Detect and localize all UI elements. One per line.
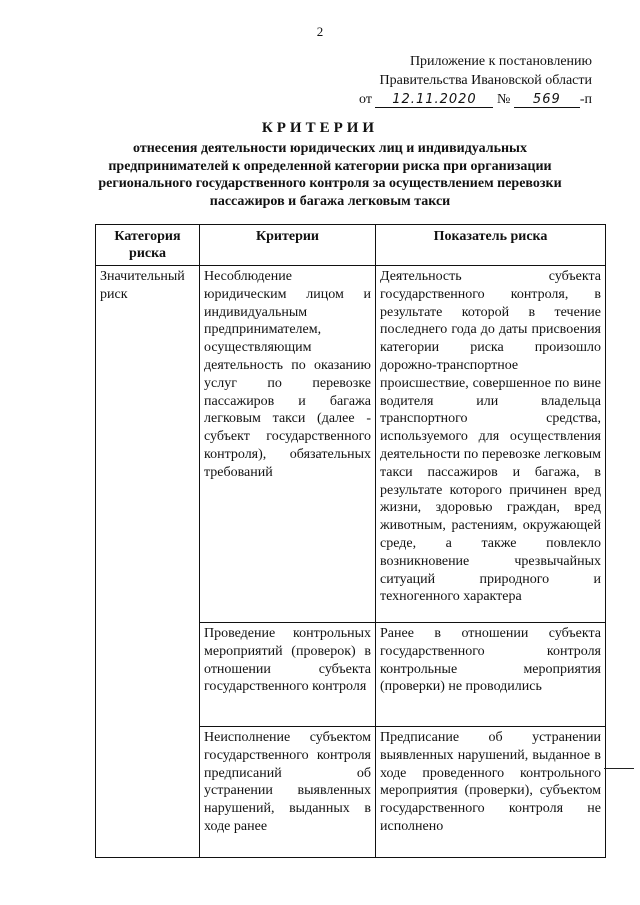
indicator-cell: Ранее в отношении субъекта государственного контроля контрольные мероприятия (проверки) не проводились (376, 623, 606, 727)
table-row (96, 266, 606, 623)
header-criteria: Критерии (200, 225, 376, 266)
criterion-cell: Проведение контрольных мероприятий (проверок) в отношении субъекта государственного контроля (200, 623, 376, 727)
handwritten-number: 569 (514, 92, 580, 108)
criterion-cell: Несоблюдение юридическим лицом и индивидуальным предпринимателем, осуществляющим деятельность по оказанию услуг по перевозке пассажиров и багажа легковым такси (далее - субъект государственного контроля), обязательных требований (200, 266, 376, 623)
category-cell: Значительный риск (96, 266, 200, 858)
criterion-cell: Неисполнение субъектом государственного контроля предписаний об устранении выявленных нарушений, выданных в ходе ранее (200, 727, 376, 858)
annex-block (352, 52, 592, 109)
handwritten-date: 12.11.2020 (375, 92, 493, 108)
header-category: Категория риска (96, 225, 200, 266)
document-title: КРИТЕРИИ (261, 120, 379, 136)
annex-line-1: Приложение к постановлению (409, 54, 592, 69)
number-prefix: № (496, 92, 511, 107)
annex-line-2: Правительства Ивановской области (379, 73, 592, 88)
page-number: 2 (316, 24, 324, 39)
criteria-table (95, 224, 606, 858)
table-header-row (96, 225, 606, 266)
number-suffix: -п (579, 92, 592, 107)
annex-date-line (352, 90, 592, 109)
header-indicator: Показатель риска (376, 225, 606, 266)
margin-line-mark (604, 768, 634, 769)
indicator-cell: Предписание об устранении выявленных нарушений, выданное в ходе проведенного контрольного мероприятия (проверки), субъектом государственного контроля не исполнено (376, 727, 606, 858)
document-subtitle: отнесения деятельности юридических лиц и индивидуальных предпринимателей к определенной категории риска при организации регионального государственного контроля за осуществлением перевозки пассажиров и багажа легковым такси (98, 141, 562, 209)
date-prefix: от (359, 92, 372, 107)
indicator-cell: Деятельность субъекта государственного контроля, в результате которой в течение последнего года до даты присвоения категории риска произошло дорожно-транспортное происшествие, совершенное по вине водителя или владельца транспортного средства, используемого для осуществления деятельности по перевозке легковым такси пассажиров и багажа, в результате которого причинен вред жизни, здоровью граждан, вред животным, растениям, окружающей среде, а также повлекло возникновение чрезвычайных ситуаций природного и техногенного характера (376, 266, 606, 623)
